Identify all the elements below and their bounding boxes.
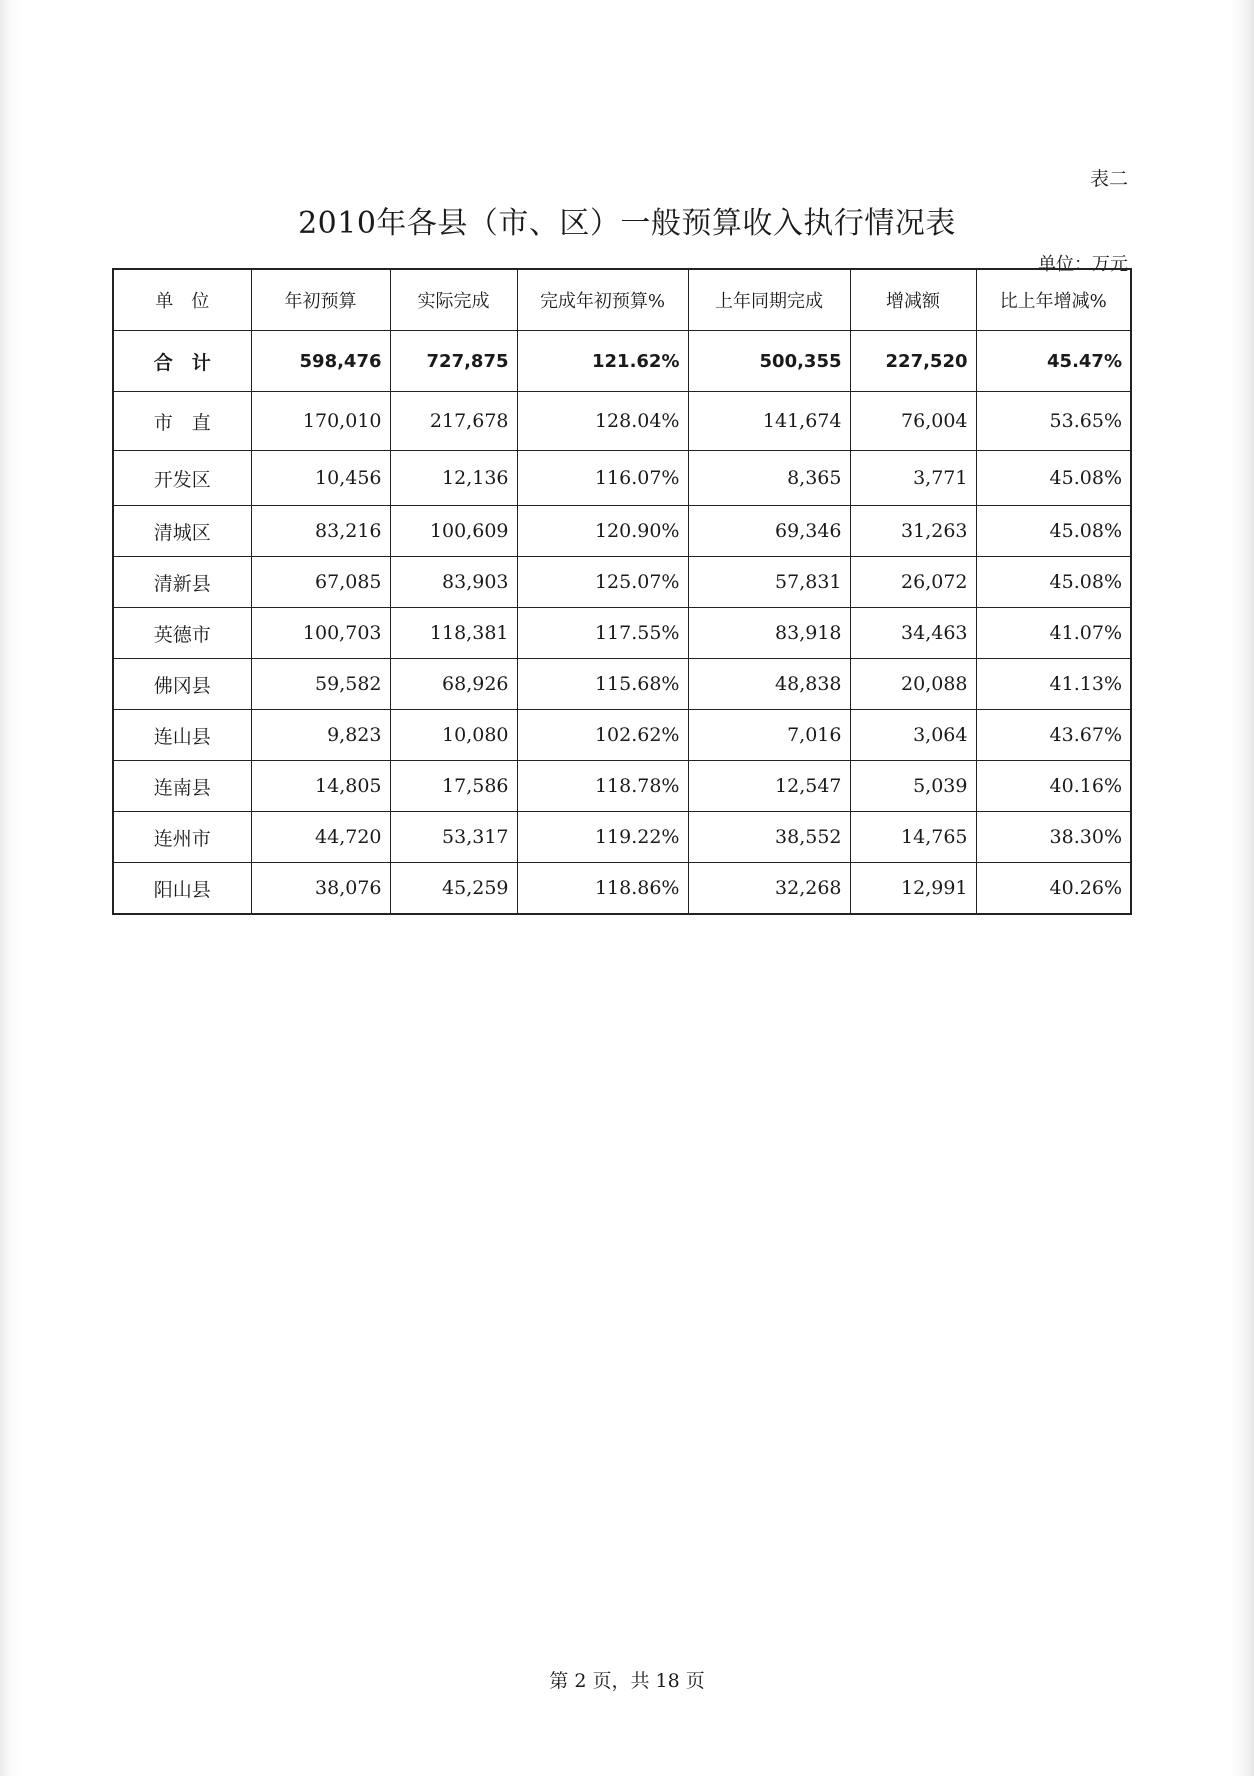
cell-pct-budget: 128.04% xyxy=(517,392,688,451)
cell-pct-budget: 115.68% xyxy=(517,659,688,710)
cell-unit: 连山县 xyxy=(113,710,251,761)
cell-budget: 10,456 xyxy=(251,451,390,506)
header-budget: 年初预算 xyxy=(251,269,390,331)
cell-budget: 83,216 xyxy=(251,506,390,557)
cell-budget: 9,823 xyxy=(251,710,390,761)
cell-actual: 118,381 xyxy=(390,608,517,659)
cell-change: 3,771 xyxy=(850,451,976,506)
cell-pct-change: 41.07% xyxy=(976,608,1131,659)
header-prev-year: 上年同期完成 xyxy=(688,269,850,331)
cell-pct-budget: 117.55% xyxy=(517,608,688,659)
cell-budget: 38,076 xyxy=(251,863,390,915)
table-row xyxy=(113,710,1131,761)
cell-change: 76,004 xyxy=(850,392,976,451)
cell-unit: 连南县 xyxy=(113,761,251,812)
cell-pct-change: 43.67% xyxy=(976,710,1131,761)
cell-actual: 217,678 xyxy=(390,392,517,451)
table-header-row xyxy=(113,269,1131,331)
cell-change: 20,088 xyxy=(850,659,976,710)
cell-pct-budget: 121.62% xyxy=(517,331,688,392)
table-row xyxy=(113,451,1131,506)
cell-pct-change: 40.16% xyxy=(976,761,1131,812)
cell-pct-budget: 118.78% xyxy=(517,761,688,812)
cell-change: 227,520 xyxy=(850,331,976,392)
header-actual: 实际完成 xyxy=(390,269,517,331)
cell-pct-change: 45.08% xyxy=(976,557,1131,608)
cell-prev-year: 48,838 xyxy=(688,659,850,710)
cell-actual: 17,586 xyxy=(390,761,517,812)
cell-pct-budget: 102.62% xyxy=(517,710,688,761)
page-number-footer: 第 2 页，共 18 页 xyxy=(549,1670,705,1692)
cell-actual: 100,609 xyxy=(390,506,517,557)
header-pct-budget: 完成年初预算% xyxy=(517,269,688,331)
cell-prev-year: 83,918 xyxy=(688,608,850,659)
cell-prev-year: 12,547 xyxy=(688,761,850,812)
revenue-table-container xyxy=(112,268,1130,915)
table-row xyxy=(113,761,1131,812)
cell-prev-year: 141,674 xyxy=(688,392,850,451)
cell-pct-budget: 116.07% xyxy=(517,451,688,506)
table-row xyxy=(113,557,1131,608)
cell-unit: 合 计 xyxy=(113,331,251,392)
cell-prev-year: 38,552 xyxy=(688,812,850,863)
cell-pct-change: 45.08% xyxy=(976,451,1131,506)
cell-prev-year: 8,365 xyxy=(688,451,850,506)
cell-unit: 市 直 xyxy=(113,392,251,451)
cell-prev-year: 57,831 xyxy=(688,557,850,608)
table-row xyxy=(113,659,1131,710)
cell-change: 14,765 xyxy=(850,812,976,863)
cell-pct-budget: 118.86% xyxy=(517,863,688,915)
cell-actual: 12,136 xyxy=(390,451,517,506)
cell-unit: 清城区 xyxy=(113,506,251,557)
cell-pct-change: 40.26% xyxy=(976,863,1131,915)
cell-pct-change: 45.08% xyxy=(976,506,1131,557)
table-row xyxy=(113,812,1131,863)
cell-unit: 开发区 xyxy=(113,451,251,506)
cell-budget: 100,703 xyxy=(251,608,390,659)
cell-pct-change: 53.65% xyxy=(976,392,1131,451)
cell-unit: 连州市 xyxy=(113,812,251,863)
cell-unit: 阳山县 xyxy=(113,863,251,915)
header-pct-change: 比上年增减% xyxy=(976,269,1131,331)
cell-unit: 清新县 xyxy=(113,557,251,608)
cell-change: 5,039 xyxy=(850,761,976,812)
cell-unit: 英德市 xyxy=(113,608,251,659)
unit-note: 单位：万元 xyxy=(1038,254,1128,275)
cell-prev-year: 69,346 xyxy=(688,506,850,557)
cell-change: 12,991 xyxy=(850,863,976,915)
cell-budget: 170,010 xyxy=(251,392,390,451)
cell-pct-budget: 120.90% xyxy=(517,506,688,557)
cell-unit: 佛冈县 xyxy=(113,659,251,710)
cell-pct-change: 38.30% xyxy=(976,812,1131,863)
table-row xyxy=(113,392,1131,451)
cell-actual: 45,259 xyxy=(390,863,517,915)
cell-pct-change: 45.47% xyxy=(976,331,1131,392)
document-title: 2010年各县（市、区）一般预算收入执行情况表 xyxy=(298,206,956,241)
header-unit: 单 位 xyxy=(113,269,251,331)
header-change: 增减额 xyxy=(850,269,976,331)
cell-budget: 59,582 xyxy=(251,659,390,710)
cell-pct-budget: 119.22% xyxy=(517,812,688,863)
cell-change: 34,463 xyxy=(850,608,976,659)
cell-budget: 67,085 xyxy=(251,557,390,608)
table-row xyxy=(113,506,1131,557)
cell-pct-change: 41.13% xyxy=(976,659,1131,710)
cell-change: 26,072 xyxy=(850,557,976,608)
cell-actual: 83,903 xyxy=(390,557,517,608)
cell-actual: 10,080 xyxy=(390,710,517,761)
table-row xyxy=(113,863,1131,915)
cell-prev-year: 32,268 xyxy=(688,863,850,915)
cell-pct-budget: 125.07% xyxy=(517,557,688,608)
table-number-label: 表二 xyxy=(1089,168,1128,190)
revenue-table xyxy=(112,268,1132,915)
cell-budget: 44,720 xyxy=(251,812,390,863)
cell-actual: 68,926 xyxy=(390,659,517,710)
cell-change: 3,064 xyxy=(850,710,976,761)
table-row xyxy=(113,608,1131,659)
cell-actual: 727,875 xyxy=(390,331,517,392)
cell-budget: 598,476 xyxy=(251,331,390,392)
cell-actual: 53,317 xyxy=(390,812,517,863)
cell-prev-year: 500,355 xyxy=(688,331,850,392)
cell-change: 31,263 xyxy=(850,506,976,557)
table-row-total xyxy=(113,331,1131,392)
cell-prev-year: 7,016 xyxy=(688,710,850,761)
cell-budget: 14,805 xyxy=(251,761,390,812)
